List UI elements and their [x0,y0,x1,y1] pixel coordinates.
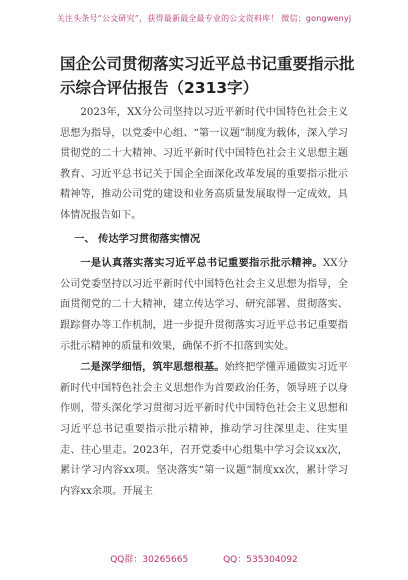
paragraph-2 [60,357,348,502]
intro-paragraph: 2023年，XX分公司坚持以习近平新时代中国特色社会主义思想为指导，以党委中心组、“第一议题”制度为载体，深入学习贯彻党的二十大精神、习近平新时代中国特色社会主义思想主题教育、习近平总书记关于国企全面深化改革发展的重要指示批示精神等，推动公司党的建设和业务高质量发展取得一定成效，具体情况报告如下。 [60,107,348,221]
promo-banner [0,6,408,36]
paragraph-1-body: XX分公司党委坚持以习近平新时代中国特色社会主义思想为指导，全面贯彻党的二十大精神，建立传达学习、研究部署、贯彻落实、跟踪督办等工作机制，进一步提升贯彻落实习近平总书记重要指示批示精神的质量和效果，确保不折不扣落到实处。 [60,258,348,352]
qq-group: QQ群：30265665 [110,555,189,565]
document-title: 国企公司贯彻落实习近平总书记重要指示批示综合评估报告（2313字） [60,55,355,97]
paragraph-1-lead: 一是认真落实落实习近平总书记重要指示批示精神。 [80,257,323,270]
section-heading: 一、 传达学习贯彻落实情况 [74,233,201,245]
banner-text: 关注头条号“公文研究”，获得最新最全最专业的公文资料库！ 微信：gongwenyj [56,14,352,23]
qq-number: QQ：535304092 [223,555,298,565]
document-body [60,103,348,502]
footer-contact [0,552,408,570]
paragraph-2-lead: 二是深学细悟，筑牢思想根基。 [80,361,225,374]
paragraph-2-body: 始终把学懂弄通做实习近平新时代中国特色社会主义思想作为首要政治任务，领导班子以身作则，带头深化学习贯彻习近平新时代中国特色社会主义思想和习近平总书记重要指示批示精神，推动学习往深里走、往实里走、往心里走。2023年，召开党委中心组集中学习会议xx次，累计学习内容xx项。坚决落实“第一议题”制度xx次，累计学习内容xx余项。开展主 [60,362,348,497]
paragraph-1 [60,253,348,357]
